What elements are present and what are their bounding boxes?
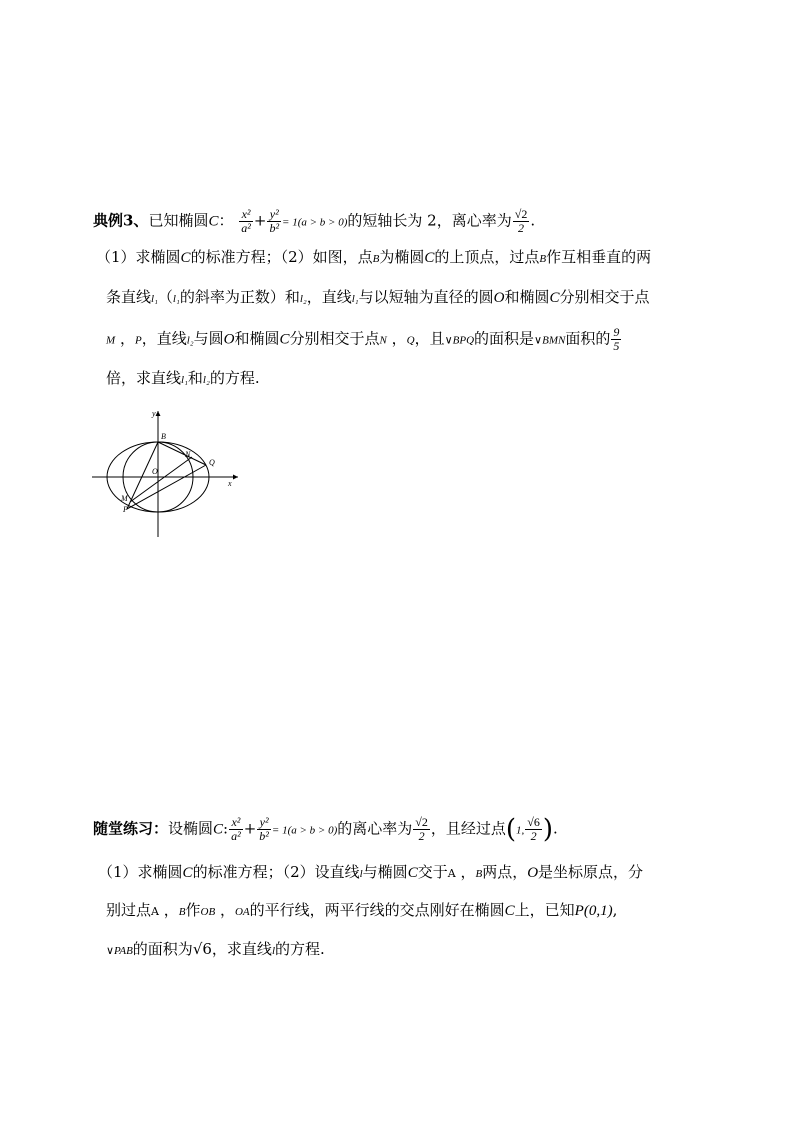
label-y: y xyxy=(152,409,156,418)
fraction-nine-fifths: $\frac{9}{5}$ xyxy=(613,325,620,353)
label-m: M xyxy=(121,494,128,503)
label-b: B xyxy=(161,432,166,441)
fraction-x2-a2: $\frac{\text{x²}}{\text{a²}}$ xyxy=(241,207,251,235)
fraction-point-y: $\frac{√6}{2}$ xyxy=(527,815,540,843)
label-o: O xyxy=(152,467,158,476)
example-line-3: 条直线l₁（l₁的斜率为正数）和l₂，直线l₁与以短轴为直径的圆O和椭圆C分别相交于点 xyxy=(106,288,650,306)
fraction-y2-b2-practice: $\frac{\text{y²}}{\text{b²}}$ xyxy=(259,815,269,843)
label-x: x xyxy=(228,479,232,488)
practice-line-3: 别过点A ，B作OB ，OA的平行线，两平行线的交点刚好在椭圆C上，已知P(0,1), xyxy=(106,901,618,919)
practice-title: 随堂练习： xyxy=(93,819,169,838)
y-arrow-icon xyxy=(156,411,161,416)
fraction-x2-a2-practice: $\frac{\text{x²}}{\text{a²}}$ xyxy=(231,815,241,843)
segment-pq xyxy=(127,465,206,509)
practice-line-4: ∨PAB的面积为√6，求直线l的方程. xyxy=(106,940,325,958)
fraction-eccentricity: $\frac{√2}{2}$ xyxy=(514,207,528,235)
line-l2 xyxy=(158,442,206,465)
segment-mn xyxy=(130,457,192,502)
practice-line-2: （1）求椭圆C的标准方程；（2）设直线l与椭圆C交于A ，B两点，O是坐标原点，分 xyxy=(98,863,644,881)
fraction-y2-b2: $\frac{\text{y²}}{\text{b²}}$ xyxy=(269,207,280,235)
practice-line-1: 随堂练习：设椭圆C: $\frac{\text{x²}}{\text{a²}}$ + $\frac{\text{y²}}{\text{b²}}$ = 1(a > b > 0)的离心率为 $\frac{√2}{2}$ ，且经过点(1, $\frac{√6}{2}$ ). xyxy=(93,814,558,845)
label-n: N xyxy=(185,450,191,459)
example-title: 典例3、 xyxy=(93,211,149,230)
ellipse-figure xyxy=(90,407,250,542)
example-line-4: M ，P，直线l₂与圆O和椭圆C分别相交于点N ，Q，且∨BPQ的面积是∨BMN面积的 $\frac{9}{5}$ xyxy=(106,325,620,353)
example-line-2: （1）求椭圆C的标准方程；（2）如图，点B为椭圆C的上顶点，过点B作互相垂直的两 xyxy=(96,248,652,266)
fraction-eccentricity-practice: $\frac{√2}{2}$ xyxy=(415,815,428,843)
example-line-5: 倍，求直线l₁和l₂的方程. xyxy=(106,369,260,387)
example-line-1: 典例3、已知椭圆C： $\frac{\text{x²}}{\text{a²}}$ + $\frac{\text{y²}}{\text{b²}}$ = 1(a > b > 0)的短轴长为 2，离心率为 $\frac{√2}{2}$ . xyxy=(93,207,536,235)
label-p: P xyxy=(123,505,128,514)
x-arrow-icon xyxy=(233,475,238,480)
label-q: Q xyxy=(209,458,215,467)
